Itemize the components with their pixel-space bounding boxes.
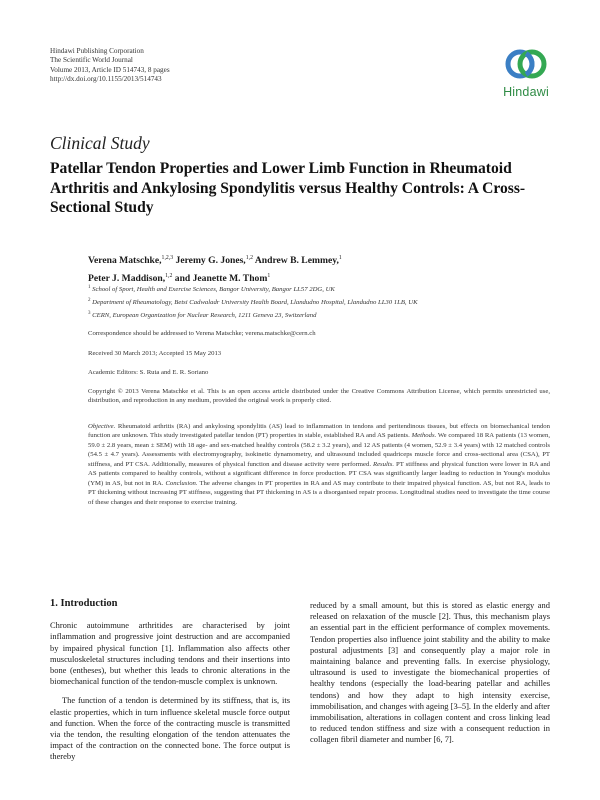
abstract-label: Objective. [88, 423, 116, 430]
author-list [88, 251, 548, 286]
abstract-text: PT stiffness and physical function were lower in RA and AS patients compared to healthy controls, without a significant difference in force production. PT CSA was significantly larger leading to reduction in Young's modulus (YM) in AS, but not in RA. [88, 460, 551, 487]
right-column [310, 600, 550, 746]
copyright-notice: Copyright © 2013 Verena Matschke et al. This is an open access article distributed under the Creative Commons Attribution License, which permits unrestricted use, distribution, and reproduction in any medium, provided the original work is properly cited. [88, 388, 550, 405]
abstract-label: Methods. [411, 432, 437, 440]
author: Verena Matschke,$^{1,2,3}$ [88, 255, 174, 267]
paragraph: The function of a tendon is determined by its stiffness, that is, its elastic properties, which in turn influence skeletal muscle force output and function. When the force of the contracting muscle is transmitted via the tendon, the resulting elongation of the tendon attenuates the impact of the contraction on the connected bone. The force output is thereby [50, 695, 290, 762]
affiliations [88, 283, 558, 322]
abstract-text: Rheumatoid arthritis (RA) and ankylosing spondylitis (AS) lead to inflammation in tendons and peritendinous tissues, but effects on biomechanical tendon function are unknown. This study investigated patellar tendon (PT) properties in stable, established RA and AS patients. [88, 423, 550, 440]
abstract-text: We compared 18 RA patients (13 women, 59.0 ± 2.8 years, mean ± SEM) with 18 age- and sex-matched healthy controls (58.2 ± 3.2 years), and 12 AS patients (4 women, 52.9 ± 3.4 years) with 12 matched controls (54.5 ± 4.7 years). Assessments with electromyography, isokinetic dynamometry, and ultrasound included quadriceps muscle force and cross-sectional area (CSA), PT stiffness, and PT CSA. Additionally, measures of physical function and disease activity were performed. [88, 432, 551, 468]
paragraph: Chronic autoimmune arthritides are characterised by joint inflammation and progressive joint destruction and are accompanied by impaired physical function [1]. Inflammation also affects other musculoskeletal structures including tendons and their insertions into bone (entheses), but whether this leads to chronic alterations in the biomechanical function of the tendon-muscle complex is unknown. [50, 620, 290, 687]
author: Jeremy G. Jones,$^{1,2}$ [175, 255, 253, 267]
affiliation: $^3$ CERN, European Organization for Nuclear Research, 1211 Geneva 23, Switzerland [88, 311, 317, 320]
abstract-text: The adverse changes in PT properties in RA and AS may contribute to their impaired physical function. AS, but not RA, leads to PT thickening without increasing PT stiffness, suggesting that PT thickening in AS is a disorganised repair process. Longitudinal studies need to investigate the time course of these changes and their response to exercise training. [88, 479, 550, 506]
volume-info: Volume 2013, Article ID 514743, 8 pages [50, 65, 170, 74]
abstract [88, 422, 550, 507]
article-title: Patellar Tendon Properties and Lower Limb Function in Rheumatoid Arthritis and Ankylosing Spondylitis versus Healthy Controls: A Cross-Sectional Study [50, 160, 526, 216]
author: Peter J. Maddison,$^{1,2}$ [88, 272, 173, 284]
journal-header [50, 47, 170, 84]
academic-editors: Academic Editors: S. Ruta and E. R. Soriano [88, 369, 209, 376]
author: and Jeanette M. Thom$^1$ [174, 272, 271, 284]
affiliation: $^1$ School of Sport, Health and Exercise Sciences, Bangor University, Bangor LL57 2DG, UK [88, 285, 335, 294]
author: Andrew B. Lemmey,$^1$ [254, 255, 342, 267]
paragraph: reduced by a small amount, but this is stored as elastic energy and released on relaxation of the muscle [2]. Thus, this mechanism plays an essential part in the efficient performance of complex movements. Tendon properties also influence joint stability and the ability to make postural adjustments [3] and consequently play a major role in maintaining balance and preventing falls. In exercise physiology, ultrasound is used to investigate the biomechanical properties of healthy tendons (especially the load-bearing patellar and achilles tendons) and how they adapt to high intensity exercise, immobilisation, and changes with ageing [3–5]. In the elderly and after immobilisation, alterations in collagen content and cross linking lead to reduced tendon stiffness and size with a consequent reduction in collagen fibril diameter and number [6, 7]. [310, 600, 550, 745]
doi-link[interactable]: http://dx.doi.org/10.1155/2013/514743 [50, 74, 162, 83]
affiliation: $^2$ Department of Rheumatology, Betsi Cadwaladr University Health Board, Llandudno Hospital, Llandudno LL30 1LB, UK [88, 298, 418, 307]
abstract-label: Results. [373, 460, 394, 468]
logo-text: Hindawi [503, 85, 549, 99]
article-type: Clinical Study [50, 133, 150, 153]
journal-name: The Scientific World Journal [50, 56, 133, 65]
received-dates: Received 30 March 2013; Accepted 15 May 2013 [88, 350, 222, 357]
correspondence: Correspondence should be addressed to Verena Matschke; verena.matschke@cern.ch [88, 330, 316, 337]
hindawi-logo [496, 44, 556, 99]
left-column [50, 598, 290, 763]
abstract-label: Conclusion. [165, 479, 198, 487]
section-heading: 1. Introduction [50, 598, 118, 609]
publisher: Hindawi Publishing Corporation [50, 47, 144, 55]
hindawi-rings-icon [503, 44, 549, 84]
